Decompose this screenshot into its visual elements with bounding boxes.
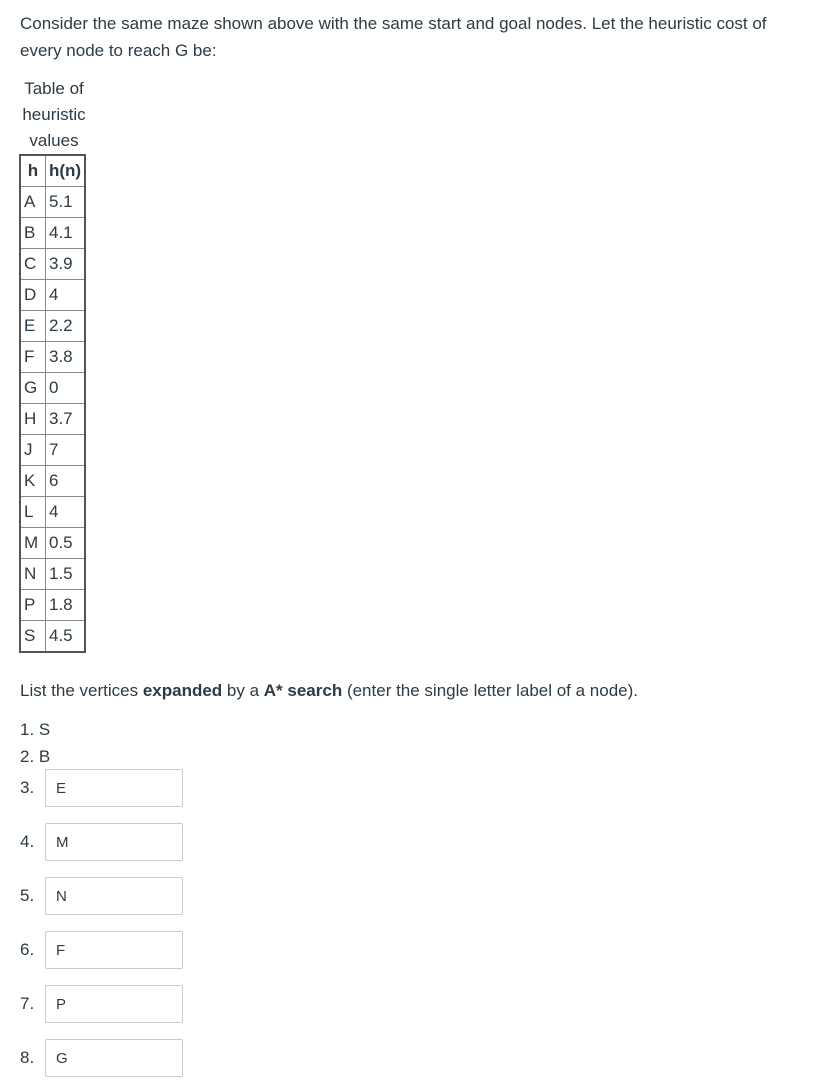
heuristic-cell: 1.8 <box>46 590 86 621</box>
answer-number: 4. <box>20 832 35 851</box>
answer-input[interactable]: G <box>45 1039 183 1077</box>
prompt-text: (enter the single letter label of a node). <box>342 681 639 700</box>
table-row <box>20 373 85 404</box>
heuristic-cell: 3.8 <box>46 342 86 373</box>
caption-line: heuristic <box>22 105 86 124</box>
table-row <box>20 559 85 590</box>
heuristic-table <box>19 154 86 653</box>
answer-row <box>20 768 183 808</box>
node-cell: H <box>20 404 46 435</box>
node-cell: A <box>20 187 46 218</box>
heuristic-cell: 3.7 <box>46 404 86 435</box>
caption-line: values <box>29 131 79 150</box>
node-cell: M <box>20 528 46 559</box>
answer-input[interactable]: N <box>45 877 183 915</box>
answer-row <box>20 876 183 916</box>
node-cell: L <box>20 497 46 528</box>
caption-line: Table of <box>24 79 84 98</box>
node-cell: S <box>20 621 46 653</box>
heuristic-cell: 4.5 <box>46 621 86 653</box>
node-cell: D <box>20 280 46 311</box>
header-heuristic: h(n) <box>46 155 86 187</box>
node-cell: G <box>20 373 46 404</box>
answer-row <box>20 822 183 862</box>
answer-number: 5. <box>20 886 35 905</box>
table-caption <box>20 76 88 154</box>
answer-number: 7. <box>20 994 35 1013</box>
heuristic-cell: 7 <box>46 435 86 466</box>
table-row <box>20 404 85 435</box>
list-item <box>20 743 50 770</box>
node-cell: E <box>20 311 46 342</box>
heuristic-cell: 1.5 <box>46 559 86 590</box>
answer-input[interactable]: E <box>45 769 183 807</box>
heuristic-cell: 0.5 <box>46 528 86 559</box>
list-value: S <box>38 720 51 739</box>
list-value: B <box>38 747 51 766</box>
answer-row <box>20 984 183 1024</box>
answer-number: 8. <box>20 1048 35 1067</box>
node-cell: J <box>20 435 46 466</box>
heuristic-cell: 3.9 <box>46 249 86 280</box>
node-cell: N <box>20 559 46 590</box>
table-row <box>20 280 85 311</box>
prompt-bold-astar: A* search <box>263 681 343 700</box>
table-row <box>20 621 85 653</box>
answer-row <box>20 930 183 970</box>
node-cell: K <box>20 466 46 497</box>
table-header-row <box>20 155 85 187</box>
heuristic-cell: 4 <box>46 280 86 311</box>
node-cell: P <box>20 590 46 621</box>
heuristic-cell: 4.1 <box>46 218 86 249</box>
question-intro: Consider the same maze shown above with the same start and goal nodes. Let the heuristic cost of every node to reach G be: <box>20 14 767 60</box>
heuristic-cell: 0 <box>46 373 86 404</box>
prompt-text: by a <box>222 681 264 700</box>
node-cell: B <box>20 218 46 249</box>
node-cell: C <box>20 249 46 280</box>
list-number: 1. <box>20 720 35 739</box>
header-node: h <box>20 155 46 187</box>
given-list <box>20 716 50 770</box>
question-prompt <box>20 678 638 704</box>
prompt-bold-expanded: expanded <box>142 681 223 700</box>
table-row <box>20 497 85 528</box>
table-row <box>20 342 85 373</box>
heuristic-cell: 2.2 <box>46 311 86 342</box>
answer-input[interactable]: F <box>45 931 183 969</box>
node-cell: F <box>20 342 46 373</box>
heuristic-cell: 4 <box>46 497 86 528</box>
answer-input[interactable]: M <box>45 823 183 861</box>
table-row <box>20 187 85 218</box>
table-row <box>20 435 85 466</box>
table-row <box>20 466 85 497</box>
table-row <box>20 311 85 342</box>
answer-number: 3. <box>20 778 35 797</box>
table-row <box>20 218 85 249</box>
table-row <box>20 249 85 280</box>
answer-row <box>20 1038 183 1078</box>
heuristic-cell: 6 <box>46 466 86 497</box>
table-row <box>20 528 85 559</box>
answer-input[interactable]: P <box>45 985 183 1023</box>
table-row <box>20 590 85 621</box>
list-item <box>20 716 50 743</box>
heuristic-cell: 5.1 <box>46 187 86 218</box>
list-number: 2. <box>20 747 35 766</box>
prompt-text: List the vertices <box>20 681 143 700</box>
answer-number: 6. <box>20 940 35 959</box>
